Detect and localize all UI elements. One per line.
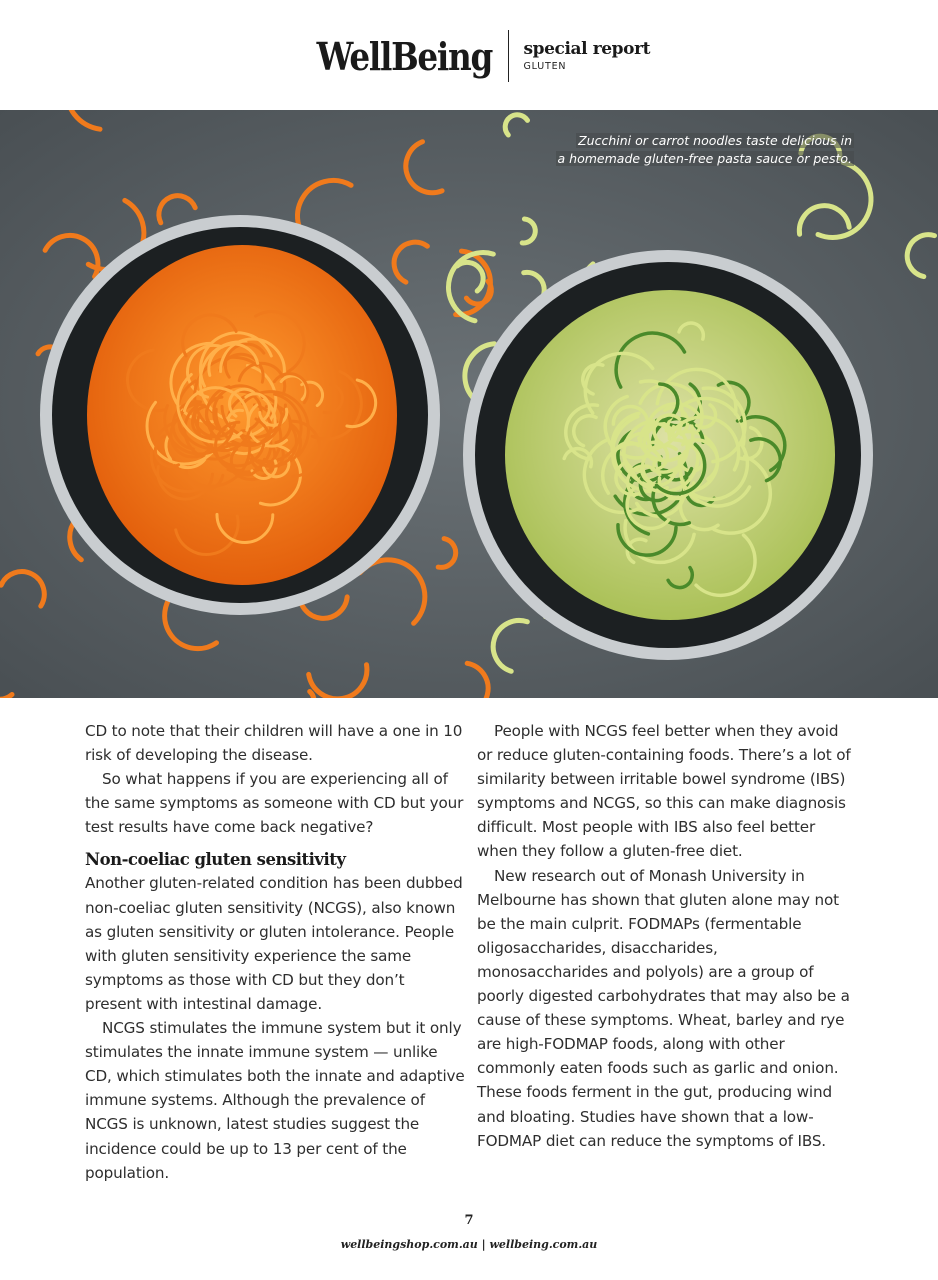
article-column-left xyxy=(85,719,465,1185)
masthead-divider xyxy=(508,30,510,82)
section-tag: GLUTEN xyxy=(523,60,567,72)
article-column-right xyxy=(477,719,852,1153)
brand-logo: WellBeing xyxy=(316,33,492,79)
photo-caption xyxy=(556,132,854,168)
hero-photo xyxy=(0,110,938,698)
paragraph: CD to note that their children will have a one in 10 risk of developing the disease. xyxy=(85,722,463,765)
footer-urls: wellbeingshop.com.au | wellbeing.com.au xyxy=(340,1238,598,1251)
paragraph: NCGS stimulates the immune system but it only stimulates the innate immune system — unlike CD, which stimulates both the innate and adaptive immune systems. Although the prevalence of NCGS is unknown, latest studies suggest the incidence could be up to 13 per cent of the population. xyxy=(85,1019,465,1182)
paragraph: So what happens if you are experiencing all of the same symptoms as someone with CD but your test results have come back negative? xyxy=(85,770,464,837)
paragraph: New research out of Monash University in Melbourne has shown that gluten alone may not be the main culprit. FODMAPs (fermentable oligosaccharides, disaccharides, monosaccharides and polyols) are a group of poorly digested carbohydrates that may also be a cause of these symptoms. Wheat, barley and rye are high-FODMAP foods, along with other commonly eaten foods such as garlic and onion. These foods ferment in the gut, producing wind and bloating. Studies have shown that a low-FODMAP diet can reduce the symptoms of IBS. xyxy=(477,866,850,1150)
paragraph: People with NCGS feel better when they avoid or reduce gluten-containing foods. There’s a lot of similarity between irritable bowel syndrome (IBS) symptoms and NCGS, so this can make diagnosis difficult. Most people with IBS also feel better when they follow a gluten-free diet. xyxy=(477,722,851,861)
section-subheading: Non-coeliac gluten sensitivity xyxy=(85,850,346,870)
caption-line-1: Zucchini or carrot noodles taste delicious in xyxy=(578,133,852,148)
masthead xyxy=(0,28,938,84)
page-number: 7 xyxy=(464,1213,474,1228)
caption-line-2: a homemade gluten-free pasta sauce or pesto. xyxy=(557,151,852,166)
zucchini-noodle-pile xyxy=(505,290,835,620)
carrot-noodle-pile xyxy=(87,245,397,585)
section-label xyxy=(523,38,651,72)
section-title: special report xyxy=(523,38,651,59)
noodle-bowls-illustration xyxy=(0,110,938,698)
paragraph: Another gluten-related condition has been dubbed non-coeliac gluten sensitivity (NCGS), also known as gluten sensitivity or gluten intolerance. People with gluten sensitivity experience the same symptoms as those with CD but they don’t present with intestinal damage. xyxy=(85,874,463,1013)
